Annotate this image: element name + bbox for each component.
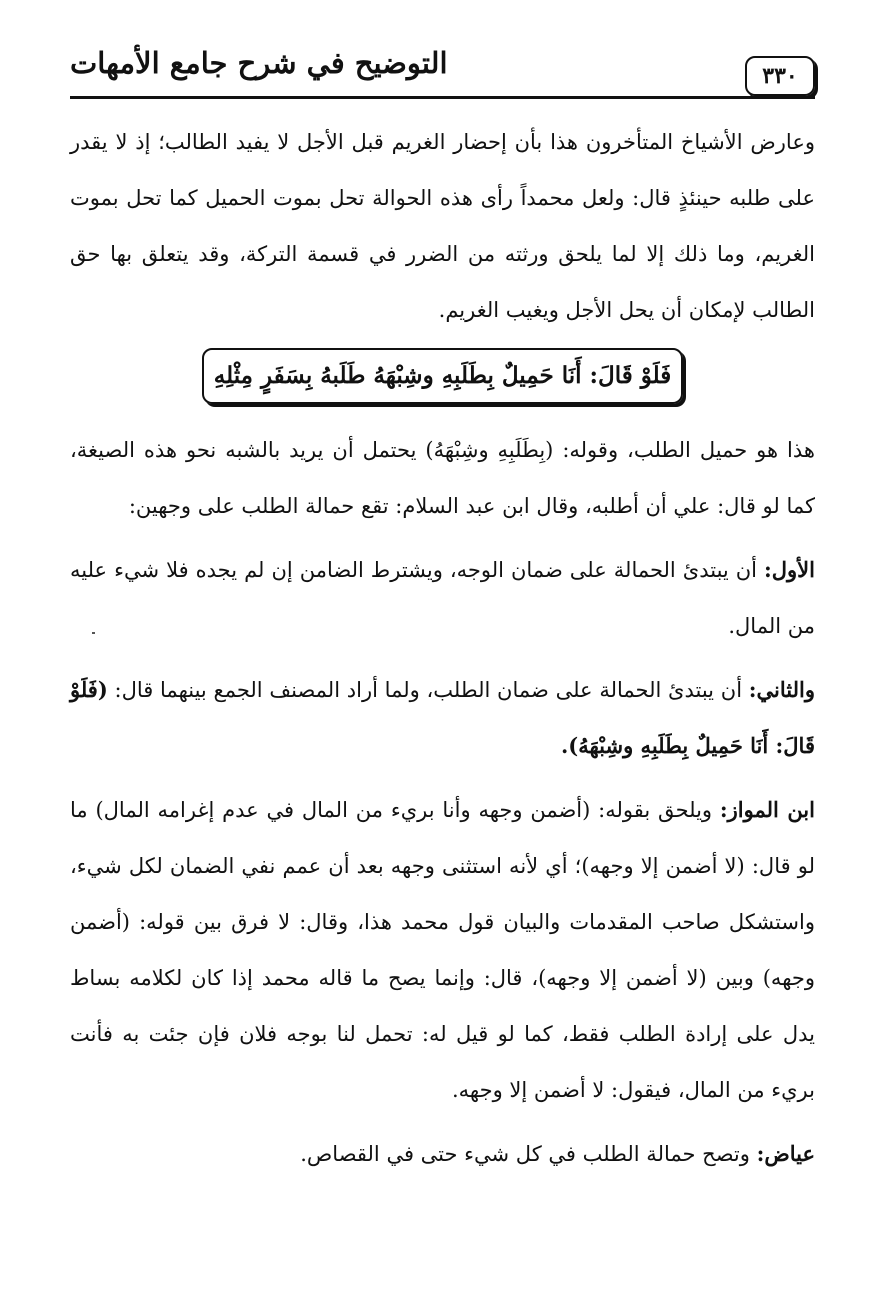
book-title: التوضيح في شرح جامع الأمهات — [70, 46, 448, 80]
stray-mark — [92, 632, 95, 634]
page-number-badge: ٣٣٠ — [745, 56, 815, 96]
paragraph-2: هذا هو حميل الطلب، وقوله: (بِطَلَبِهِ وشِبْهَهُ) يحتمل أن يريد بالشبه نحو هذه الصيغة، كما لو قال: علي أن أطلبه، وقال ابن عبد السلام: تقع حمالة الطلب على وجهين: — [70, 438, 815, 518]
paragraph-4-label: والثاني: — [748, 677, 815, 702]
page-header — [70, 42, 815, 102]
paragraph-3-label: الأول: — [764, 557, 815, 582]
paragraph-6-label: عياض: — [756, 1141, 815, 1166]
paragraph-1: وعارض الأشياخ المتأخرون هذا بأن إحضار الغريم قبل الأجل لا يفيد الطالب؛ إذ لا يقدر على طلبه حينئذٍ قال: ولعل محمداً رأى هذه الحوالة تحل بموت الحميل كما تحل بموت الغريم، وما ذلك إلا لما يلحق ورثته من الضرر في قسمة التركة، وقد يتعلق بها حق الطالب لإمكان أن يحل الأجل ويغيب الغريم. — [70, 130, 815, 322]
page-content — [70, 114, 815, 1190]
boxed-heading: فَلَوْ قَالَ: أَنَا حَمِيلٌ بِطَلَبِهِ وشِبْهَهُ طَلَبهُ بِسَفَرٍ مِثْلِهِ — [202, 348, 683, 404]
header-divider — [70, 96, 815, 99]
paragraph-4 — [70, 662, 815, 774]
paragraph-6-text: وتصح حمالة الطلب في كل شيء حتى في القصاص. — [300, 1142, 757, 1166]
paragraph-6 — [70, 1126, 815, 1182]
paragraph-3 — [70, 542, 815, 654]
paragraph-5-label: ابن المواز: — [719, 797, 815, 822]
paragraph-4-text: أن يبتدئ الحمالة على ضمان الطلب، ولما أراد المصنف الجمع بينهما قال: — [107, 678, 749, 702]
paragraph-5-text: ويلحق بقوله: (أضمن وجهه وأنا بريء من المال في عدم إغرامه المال) ما لو قال: (لا أضمن إلا وجهه)؛ أي لأنه استثنى وجهه بعد أن عمم نفي الضمان لكل شيء، واستشكل صاحب المقدمات والبيان قول محمد هذا، وقال: لا فرق بين قوله: (أضمن وجهه) وبين (لا أضمن إلا وجهه)، قال: وإنما يصح ما قاله محمد إذا كان لكلامه بساط يدل على إرادة الطلب فقط، كما لو قيل له: تحمل لنا بوجه فلان فإن جئت به فأنت بريء من المال، فيقول: لا أضمن إلا وجهه. — [70, 798, 815, 1102]
paragraph-3-text: أن يبتدئ الحمالة على ضمان الوجه، ويشترط الضامن إن لم يجده فلا شيء عليه من المال. — [70, 558, 815, 638]
paragraph-4-quote: (فَلَوْ قَالَ: أَنَا حَمِيلٌ بِطَلَبِهِ وشِبْهَهُ). — [70, 677, 815, 758]
paragraph-5 — [70, 782, 815, 1118]
heading-container — [70, 348, 815, 404]
